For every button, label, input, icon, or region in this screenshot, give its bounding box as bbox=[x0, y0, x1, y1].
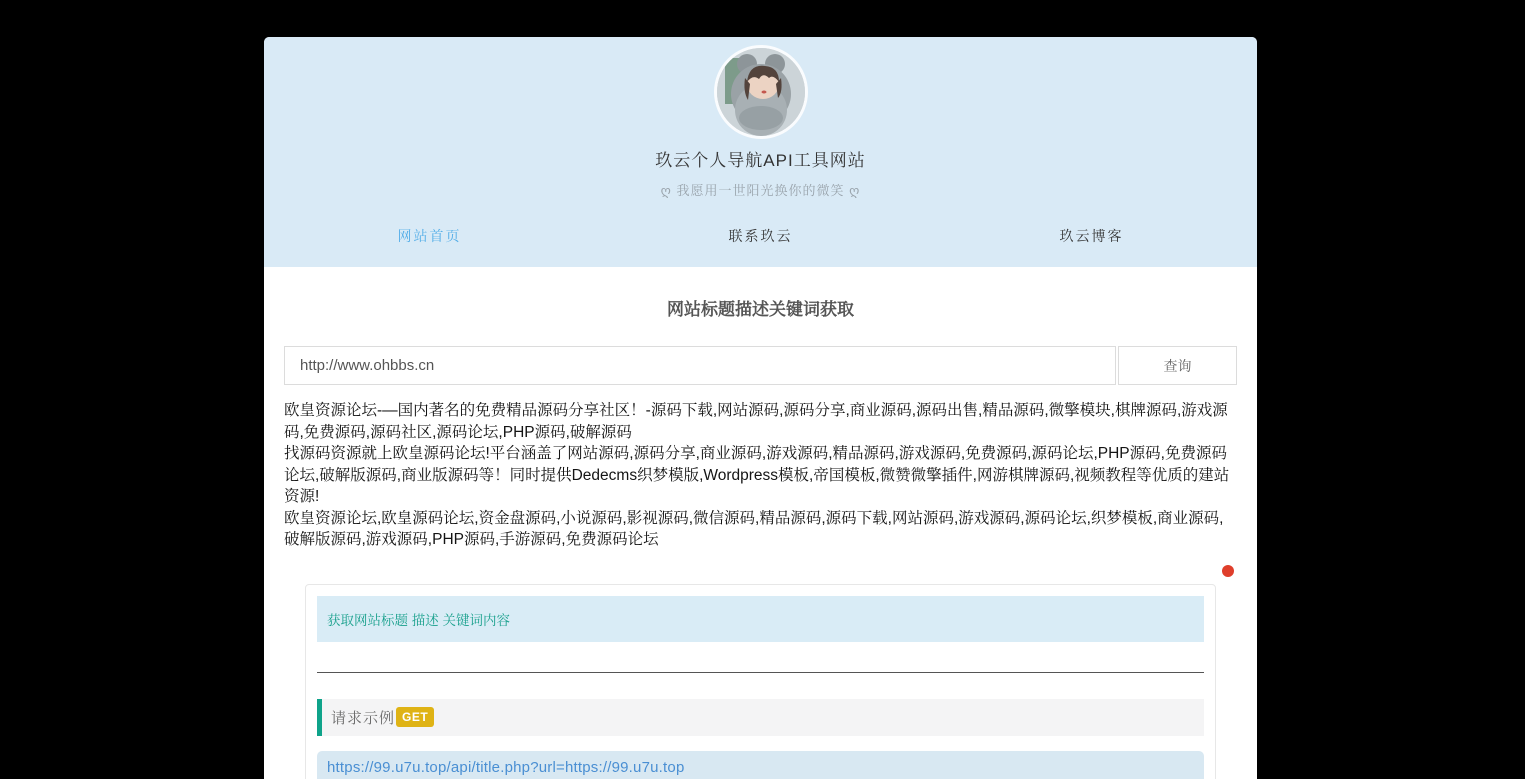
nav-item-contact[interactable]: 联系玖云 bbox=[728, 228, 793, 244]
request-url-block bbox=[317, 751, 1204, 779]
api-card-header-text: 获取网站标题 描述 关键词内容 bbox=[327, 612, 511, 628]
query-form bbox=[284, 346, 1237, 385]
request-example-label: 请求示例 bbox=[331, 709, 396, 727]
avatar[interactable] bbox=[717, 37, 805, 125]
result-paragraph: 欧皇资源论坛,欧皇源码论坛,资金盘源码,小说源码,影视源码,微信源码,精品源码,源码下载,网站源码,游戏源码,源码论坛,织梦模板,商业源码,破解版源码,游戏源码,PHP源码,手游源码,免费源码论坛 bbox=[284, 509, 1224, 548]
site-title: 玖云个人导航API工具网站 bbox=[655, 151, 866, 170]
nav-item-home[interactable]: 网站首页 bbox=[397, 228, 462, 244]
query-button[interactable]: 查询 bbox=[1118, 346, 1237, 385]
nav-item-blog[interactable]: 玖云博客 bbox=[1059, 228, 1124, 244]
result-paragraph: 欧皇资源论坛-—国内著名的免费精品源码分享社区！-源码下载,网站源码,源码分享,商业源码,源码出售,精品源码,微擎模块,棋牌源码,游戏源码,免费源码,源码社区,源码论坛,PHP源码,破解源码 bbox=[284, 402, 1228, 441]
red-dot-indicator[interactable] bbox=[1222, 565, 1234, 577]
result-paragraph: 找源码资源就上欧皇源码论坛!平台涵盖了网站源码,源码分享,商业源码,游戏源码,精品源码,游戏源码,免费源码,源码论坛,PHP源码,免费源码论坛,破解版源码,商业版源码等！同时提供Dedecms织梦模版,Wordpress模板,帝国模板,微赞微擎插件,网游棋牌源码,视频教程等优质的建站资源! bbox=[284, 445, 1230, 505]
query-result-text bbox=[284, 400, 1237, 551]
girl-avatar-illustration bbox=[717, 48, 805, 136]
request-url-link[interactable]: https://99.u7u.top/api/title.php?url=https://99.u7u.top bbox=[327, 759, 685, 776]
divider bbox=[317, 672, 1204, 673]
site-subtitle: ღ 我愿用一世阳光换你的微笑 ღ bbox=[660, 183, 861, 198]
http-method-badge: GET bbox=[396, 707, 434, 727]
main-nav bbox=[264, 225, 1257, 247]
main-content bbox=[264, 295, 1257, 779]
site-page bbox=[264, 37, 1257, 779]
page-title: 网站标题描述关键词获取 bbox=[667, 300, 854, 319]
url-input[interactable] bbox=[284, 346, 1116, 385]
api-doc-card bbox=[305, 584, 1216, 779]
site-header bbox=[264, 37, 1257, 267]
api-card-header bbox=[317, 596, 1204, 642]
avatar-image bbox=[717, 48, 805, 136]
request-example-row bbox=[317, 699, 1204, 736]
